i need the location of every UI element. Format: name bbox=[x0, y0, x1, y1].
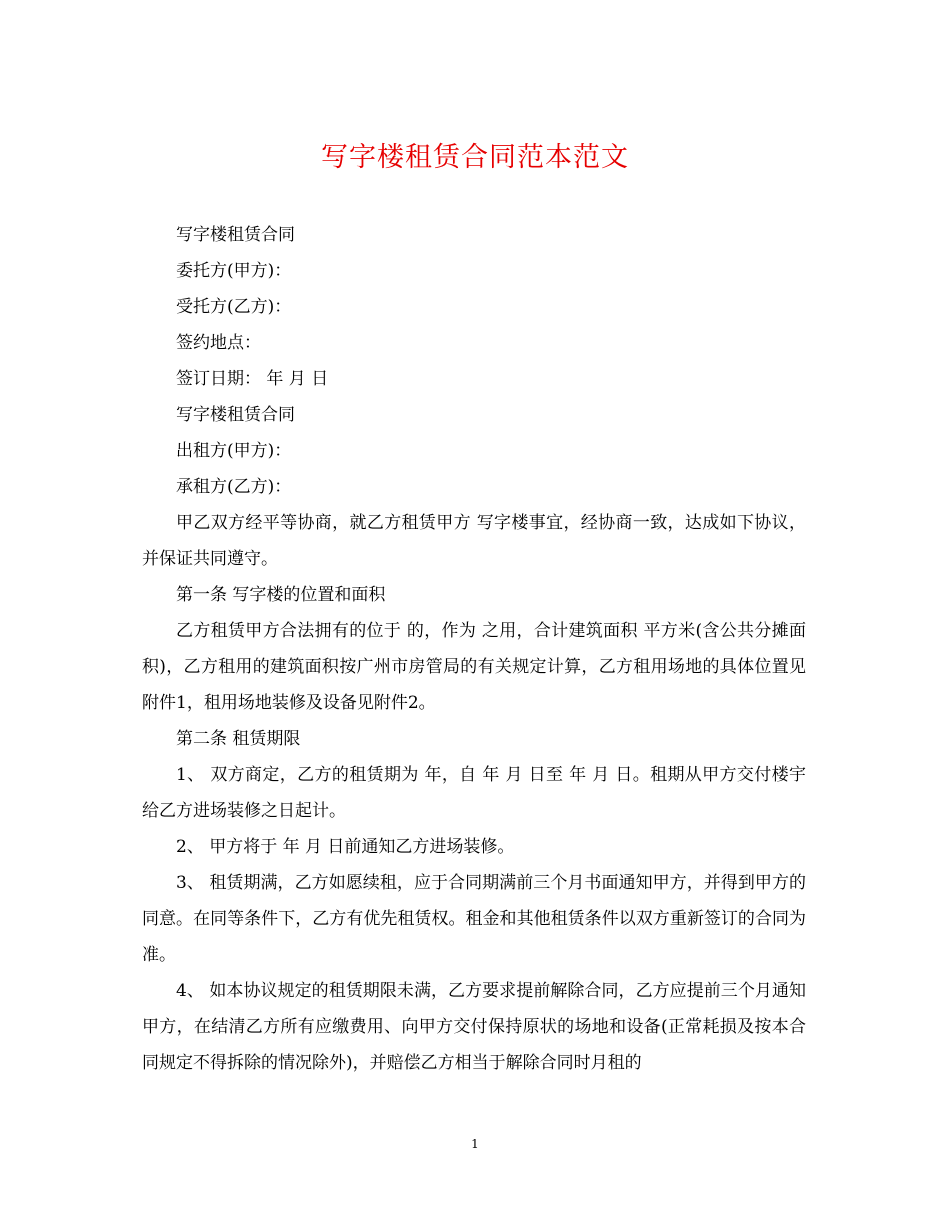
article-2-heading: 第二条 租赁期限 bbox=[176, 729, 301, 749]
article-2-clause-2: 2、 甲方将于 年 月 日前通知乙方进场装修。 bbox=[176, 837, 515, 857]
paragraph-preamble: 甲乙双方经平等协商，就乙方租赁甲方 写字楼事宜，经协商一致，达成如下协议，并保证共同遵守。 bbox=[142, 513, 806, 569]
paragraph-signing-date: 签订日期： 年 月 日 bbox=[176, 369, 329, 389]
article-2-clause-3: 3、 租赁期满，乙方如愿续租，应于合同期满前三个月书面通知甲方，并得到甲方的同意。在同等条件下，乙方有优先租赁权。租金和其他租赁条件以双方重新签订的合同为准。 bbox=[142, 873, 806, 965]
paragraph-agent: 受托方(乙方)： bbox=[176, 297, 292, 317]
article-1-heading: 第一条 写字楼的位置和面积 bbox=[176, 585, 386, 605]
page-number: 1 bbox=[471, 1137, 479, 1151]
document-title: 写字楼租赁合同范本范文 bbox=[321, 142, 629, 173]
paragraph-contract-heading: 写字楼租赁合同 bbox=[176, 225, 295, 245]
article-2-clause-4: 4、 如本协议规定的租赁期限未满，乙方要求提前解除合同，乙方应提前三个月通知甲方，在结清乙方所有应缴费用、向甲方交付保持原状的场地和设备(正常耗损及按本合同规定不得拆除的情况除外)，并赔偿乙方相当于解除合同时月租的 bbox=[142, 981, 806, 1073]
paragraph-lessor: 出租方(甲方)： bbox=[176, 441, 292, 461]
article-2-clause-1: 1、 双方商定，乙方的租赁期为 年，自 年 月 日至 年 月 日。租期从甲方交付楼宇给乙方进场装修之日起计。 bbox=[142, 765, 806, 821]
paragraph-signing-place: 签约地点： bbox=[176, 333, 261, 353]
paragraph-lessee: 承租方(乙方)： bbox=[176, 477, 292, 497]
paragraph-contract-heading-2: 写字楼租赁合同 bbox=[176, 405, 295, 425]
paragraph-principal: 委托方(甲方)： bbox=[176, 261, 292, 281]
article-1-body: 乙方租赁甲方合法拥有的位于 的，作为 之用，合计建筑面积 平方米(含公共分摊面积)，乙方租用的建筑面积按广州市房管局的有关规定计算，乙方租用场地的具体位置见附件1，租用场地装修及设备见附件2。 bbox=[142, 621, 806, 713]
document-body bbox=[142, 217, 806, 1081]
